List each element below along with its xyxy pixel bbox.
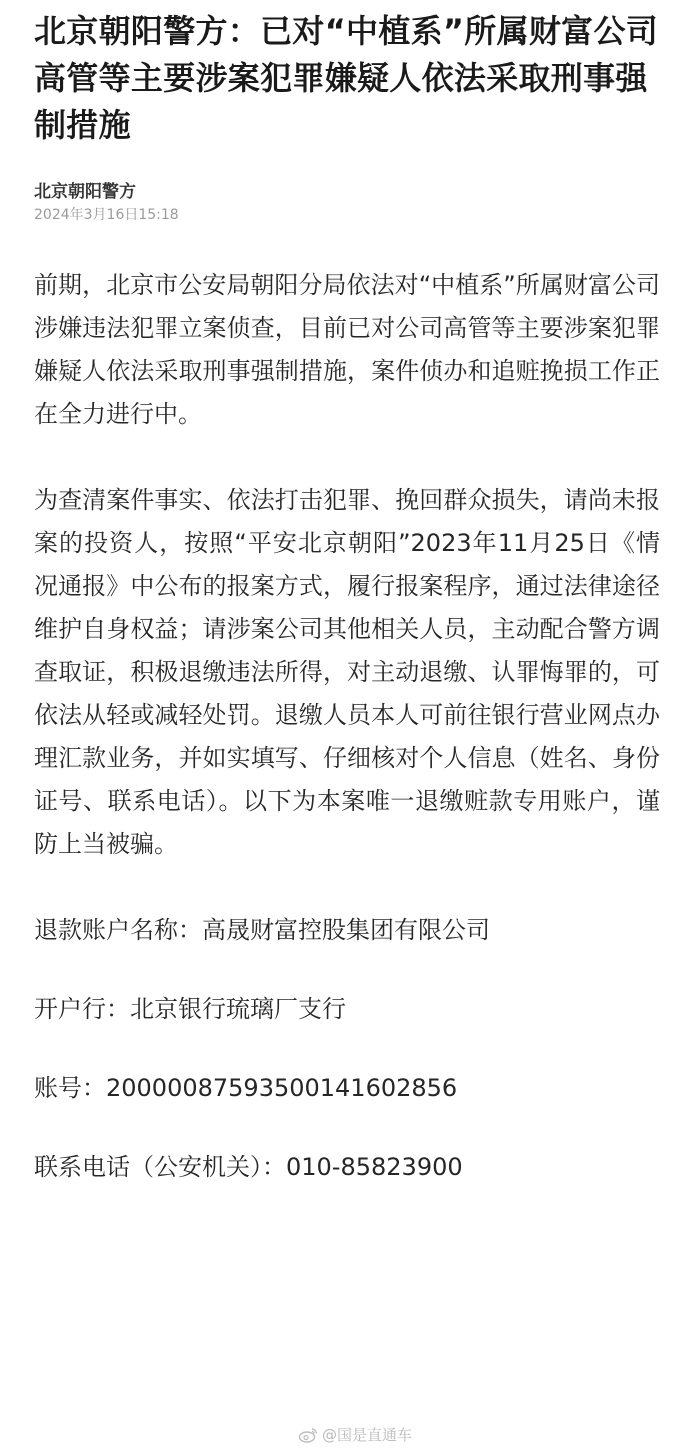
bank-line: 开户行：北京银行琉璃厂支行 (34, 995, 346, 1023)
article-title: 北京朝阳警方：已对“中植系”所属财富公司高管等主要涉案犯罪嫌疑人依法采取刑事强制措施 (34, 12, 659, 144)
source-name[interactable]: 北京朝阳警方 (34, 182, 136, 202)
watermark-text: @国是直通车 (321, 1426, 412, 1444)
paragraph: 为查清案件事实、依法打击犯罪、挽回群众损失，请尚未报案的投资人，按照“平安北京朝阳”2023年11月25日《情况通报》中公布的报案方式，履行报案程序，通过法律途径维护自身权益；请涉案公司其他相关人员，主动配合警方调查取证，积极退缴违法所得，对主动退缴、认罪悔罪的，可依法从轻或减轻处罚。退缴人员本人可前往银行营业网点办理汇款业务，并如实填写、仔细核对个人信息（姓名、身份证号、联系电话）。以下为本案唯一退缴赃款专用账户，谨防上当被骗。 (34, 486, 660, 858)
publish-datetime: 2024年3月16日15:18 (34, 207, 179, 223)
weibo-icon (298, 1427, 318, 1443)
watermark (298, 1424, 412, 1445)
article-body (34, 264, 660, 1189)
account-name-line: 退款账户名称：高晟财富控股集团有限公司 (34, 916, 490, 944)
paragraph: 前期，北京市公安局朝阳分局依法对“中植系”所属财富公司涉嫌违法犯罪立案侦查，目前已对公司高管等主要涉案犯罪嫌疑人依法采取刑事强制措施，案件侦办和追赃挽损工作正在全力进行中。 (34, 271, 660, 428)
article (34, 0, 660, 1225)
contact-phone-line: 联系电话（公安机关）：010-85823900 (34, 1153, 463, 1181)
article-meta (34, 180, 660, 226)
account-number-line: 账号：20000087593500141602856 (34, 1074, 458, 1102)
